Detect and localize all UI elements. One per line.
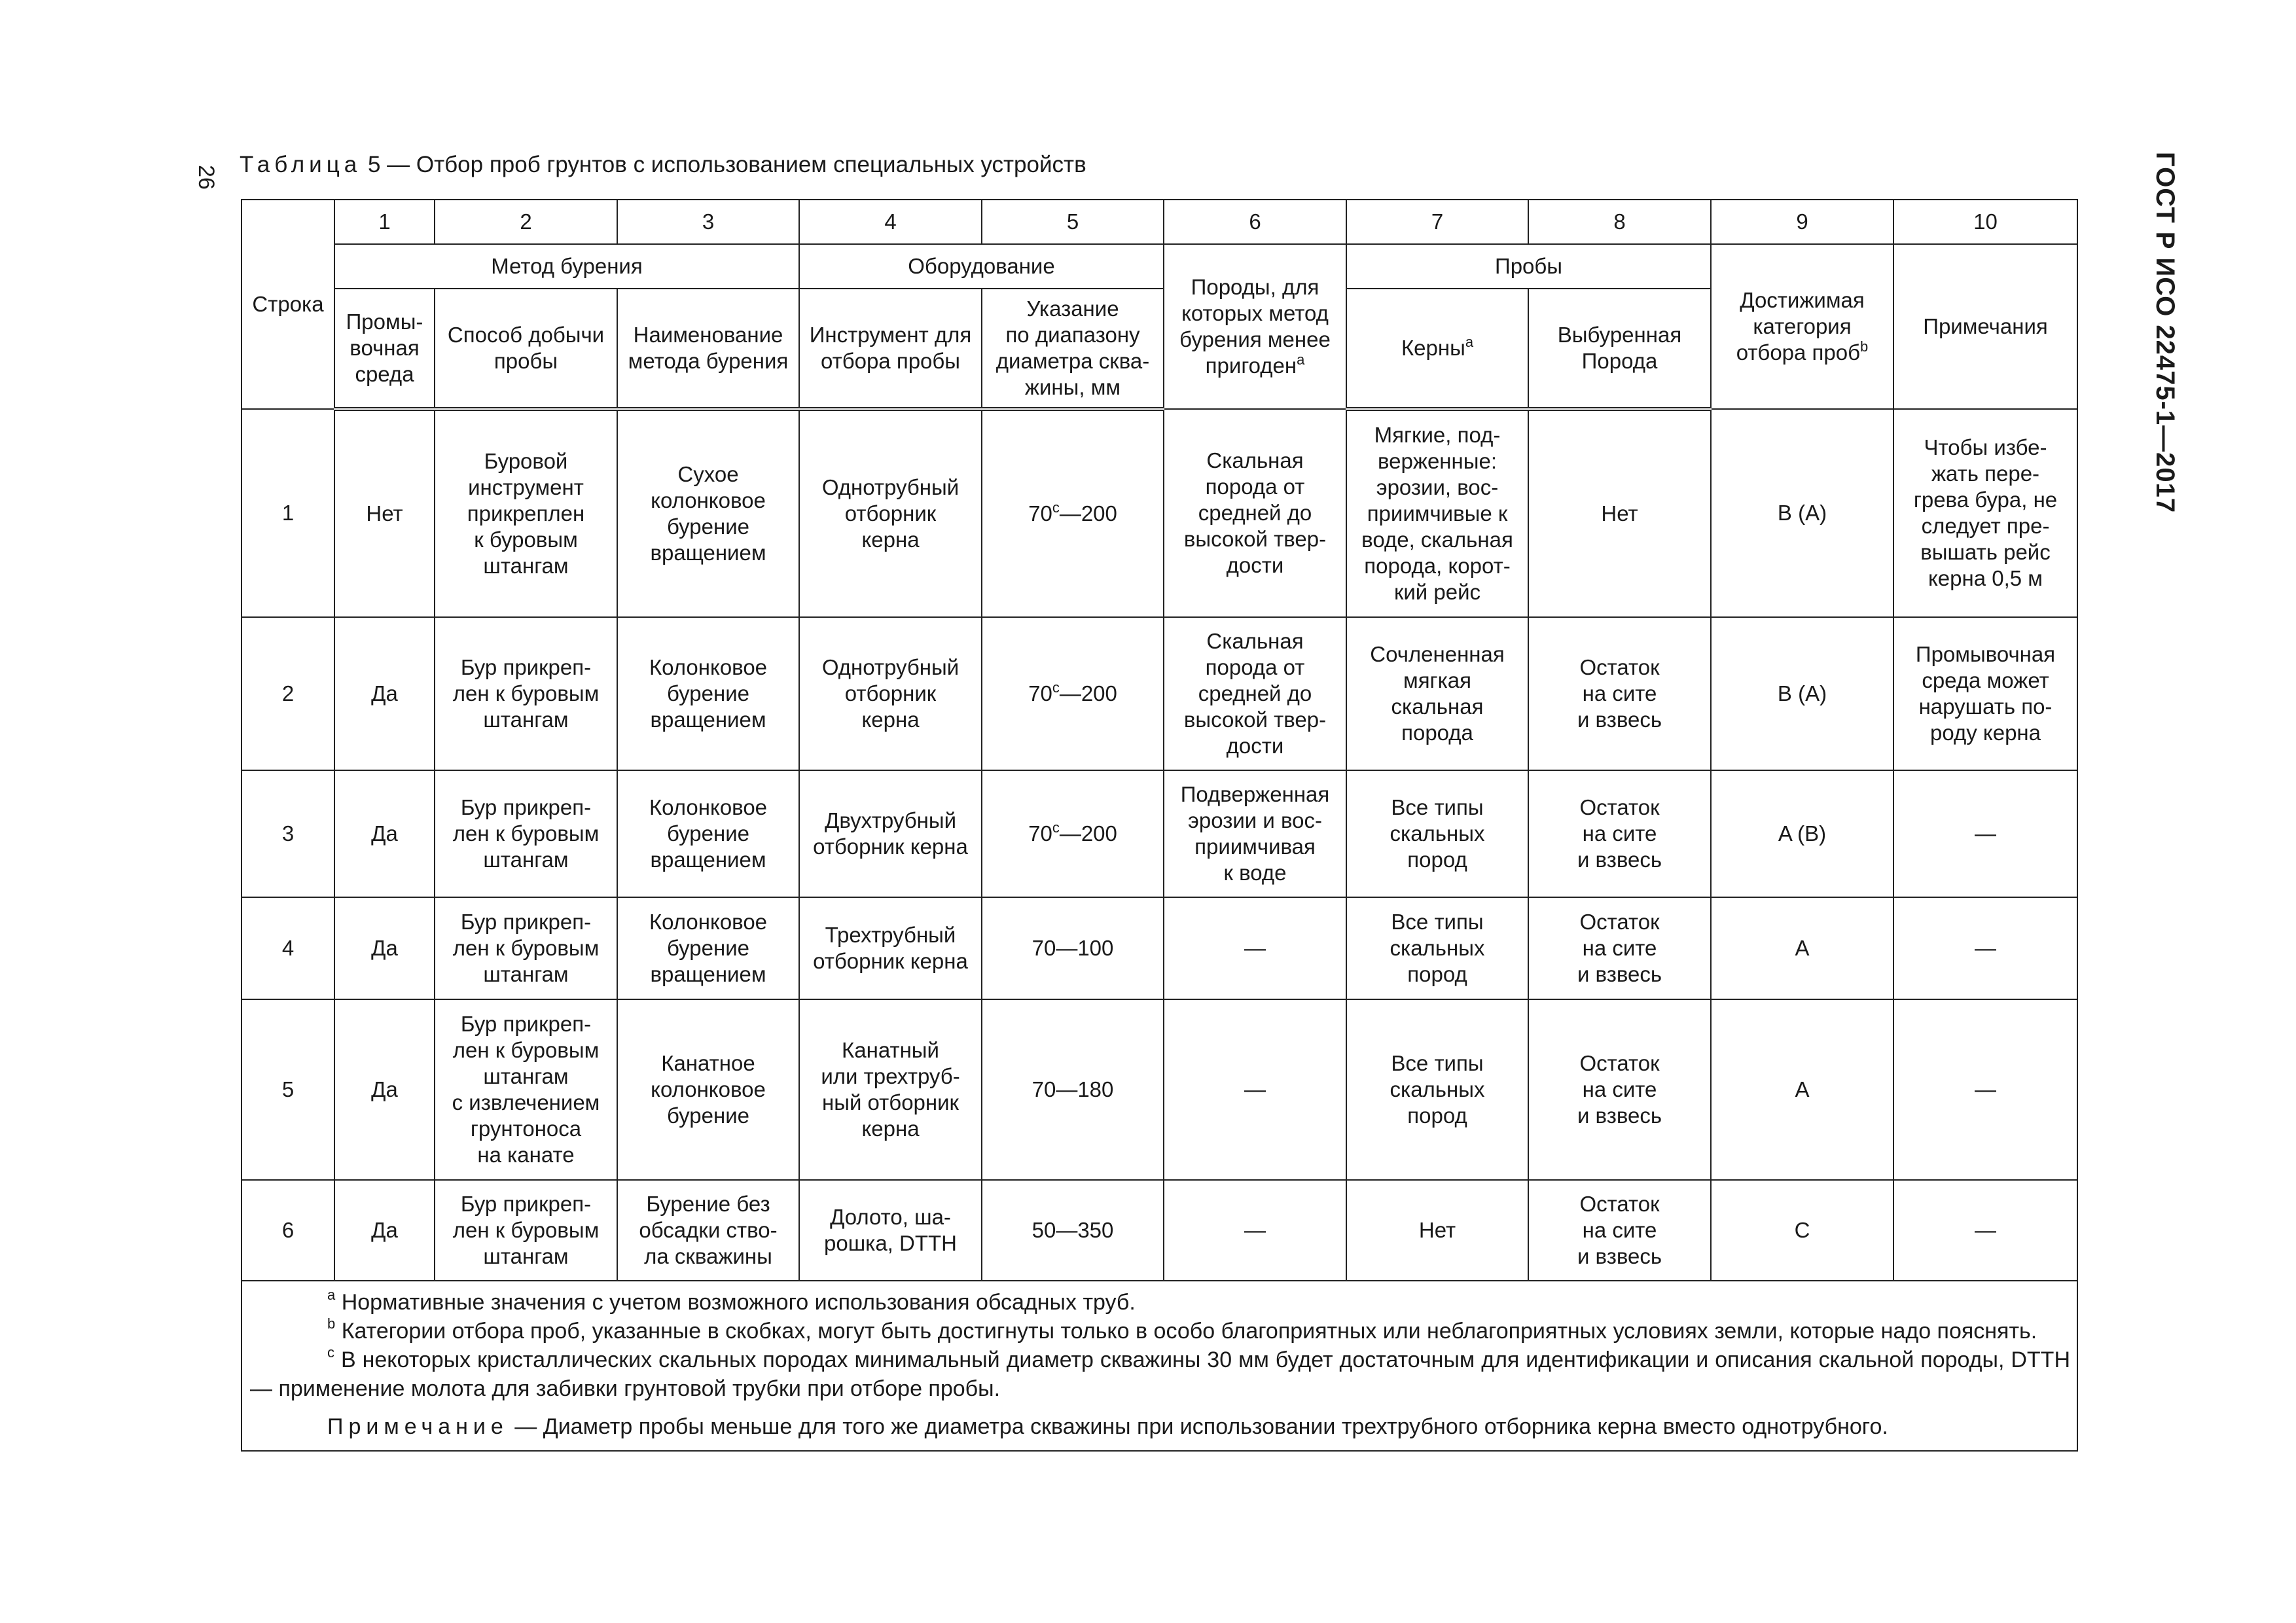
page-number: 26 [194, 165, 219, 190]
cell-sampling-way: Бур прикреп- лен к буровым штангам [435, 1180, 617, 1281]
cell-notes: — [1893, 1180, 2077, 1281]
cell-diameter-range: 70—100 [982, 897, 1164, 999]
cell-cores: Все типы скальных пород [1346, 999, 1528, 1180]
cell-row-number: 3 [242, 770, 334, 897]
column-number: 2 [435, 200, 617, 244]
header-sampling-way: Способ добычи пробы [435, 289, 617, 409]
header-flush-medium: Промы- вочная среда [334, 289, 435, 409]
header-sample-category: Достижимая категория отбора проб$^b$ [1711, 244, 1893, 409]
caption-label: Таблица [240, 152, 362, 177]
sampling-table [241, 199, 2078, 1452]
cell-diameter-range: 70—180 [982, 999, 1164, 1180]
table-note [250, 1412, 2070, 1441]
cell-sampling-tool: Однотрубный отборник керна [799, 409, 982, 617]
table-row [242, 770, 2077, 897]
cell-sampling-way: Бур прикреп- лен к буровым штангам [435, 770, 617, 897]
group-equipment: Оборудование [799, 244, 1164, 289]
cell-cores: Нет [1346, 1180, 1528, 1281]
row-label-header: Строка [242, 200, 334, 409]
cell-sample-category: B (A) [1711, 617, 1893, 770]
column-number-row [242, 200, 2077, 244]
cell-sampling-tool: Трехтрубный отборник керна [799, 897, 982, 999]
cell-unsuitable-rocks: Скальная порода от средней до высокой твер- дости [1164, 409, 1346, 617]
cell-row-number: 4 [242, 897, 334, 999]
cell-unsuitable-rocks: — [1164, 897, 1346, 999]
cell-diameter-range: 70$^c$—200 [982, 409, 1164, 617]
table-row [242, 617, 2077, 770]
cell-sampling-tool: Однотрубный отборник керна [799, 617, 982, 770]
footnotes-cell [242, 1281, 2077, 1451]
note-label: Примечание [327, 1414, 509, 1439]
cell-cuttings: Остаток на сите и взвесь [1528, 617, 1711, 770]
column-number: 5 [982, 200, 1164, 244]
footnote-a: $^a$ Нормативные значения с учетом возможного использования обсадных труб. [327, 1287, 1136, 1315]
cell-sampling-way: Буровой инструмент прикреплен к буровым штангам [435, 409, 617, 617]
cell-row-number: 2 [242, 617, 334, 770]
cell-method-name: Колонковое бурение вращением [617, 897, 799, 999]
cell-diameter-range: 50—350 [982, 1180, 1164, 1281]
cell-flush-medium: Да [334, 897, 435, 999]
cell-unsuitable-rocks: Подверженная эрозии и вос- приимчивая к воде [1164, 770, 1346, 897]
footnote-c: $^c$ В некоторых кристаллических скальных породах минимальный диаметр скважины 30 мм будет достаточным для идентификации и описания скальной породы, DTTH — применение молота для забивки грунтовой трубки при отборе пробы. [250, 1344, 2071, 1401]
cell-cores: Все типы скальных пород [1346, 770, 1528, 897]
table-row [242, 1180, 2077, 1281]
cell-flush-medium: Да [334, 770, 435, 897]
group-drilling-method: Метод бурения [334, 244, 799, 289]
cell-sample-category: C [1711, 1180, 1893, 1281]
table-row [242, 999, 2077, 1180]
cell-cores: Сочлененная мягкая скальная порода [1346, 617, 1528, 770]
cell-row-number: 5 [242, 999, 334, 1180]
cell-cuttings: Нет [1528, 409, 1711, 617]
cell-sampling-way: Бур прикреп- лен к буровым штангам [435, 897, 617, 999]
table-row [242, 409, 2077, 617]
column-number: 9 [1711, 200, 1893, 244]
cell-flush-medium: Да [334, 617, 435, 770]
cell-diameter-range: 70$^c$—200 [982, 770, 1164, 897]
cell-method-name: Бурение без обсадки ство- ла скважины [617, 1180, 799, 1281]
group-header-row [242, 244, 2077, 289]
cell-notes: Чтобы избе- жать пере- грева бура, не следует пре- вышать рейс керна 0,5 м [1893, 409, 2077, 617]
footnote-row [242, 1281, 2077, 1451]
cell-unsuitable-rocks: — [1164, 999, 1346, 1180]
cell-row-number: 1 [242, 409, 334, 617]
cell-sample-category: A (B) [1711, 770, 1893, 897]
column-number: 7 [1346, 200, 1528, 244]
column-number: 1 [334, 200, 435, 244]
cell-flush-medium: Да [334, 999, 435, 1180]
cell-sampling-tool: Двухтрубный отборник керна [799, 770, 982, 897]
cell-row-number: 6 [242, 1180, 334, 1281]
group-samples: Пробы [1346, 244, 1711, 289]
cell-sample-category: A [1711, 999, 1893, 1180]
table-row [242, 897, 2077, 999]
cell-notes: — [1893, 897, 2077, 999]
cell-notes: Промывочная среда может нарушать по- роду керна [1893, 617, 2077, 770]
cell-notes: — [1893, 999, 2077, 1180]
column-number: 3 [617, 200, 799, 244]
caption-text: 5 — Отбор проб грунтов с использованием специальных устройств [367, 152, 1086, 177]
footnote-b: $^b$ Категории отбора проб, указанные в скобках, могут быть достигнуты только в особо благоприятных или неблагоприятных условиях земли, которые надо пояснять. [327, 1315, 2037, 1344]
cell-cores: Все типы скальных пород [1346, 897, 1528, 999]
column-number: 6 [1164, 200, 1346, 244]
header-notes: Примечания [1893, 244, 2077, 409]
cell-sample-category: A [1711, 897, 1893, 999]
cell-method-name: Сухое колонковое бурение вращением [617, 409, 799, 617]
cell-unsuitable-rocks: — [1164, 1180, 1346, 1281]
column-number: 4 [799, 200, 982, 244]
cell-notes: — [1893, 770, 2077, 897]
document-code: ГОСТ Р ИСО 22475-1—2017 [2151, 152, 2179, 514]
cell-flush-medium: Да [334, 1180, 435, 1281]
column-number: 8 [1528, 200, 1711, 244]
header-sampling-tool: Инструмент для отбора пробы [799, 289, 982, 409]
header-diameter-range: Указание по диапазону диаметра сква- жины, мм [982, 289, 1164, 409]
cell-method-name: Колонковое бурение вращением [617, 770, 799, 897]
header-cores: Керны$^a$ [1346, 289, 1528, 409]
cell-cuttings: Остаток на сите и взвесь [1528, 999, 1711, 1180]
cell-unsuitable-rocks: Скальная порода от средней до высокой твер- дости [1164, 617, 1346, 770]
note-text: — Диаметр пробы меньше для того же диаметра скважины при использовании трехтрубного отборника керна вместо однотрубного. [508, 1414, 1888, 1439]
cell-cuttings: Остаток на сите и взвесь [1528, 770, 1711, 897]
cell-sampling-tool: Долото, ша- рошка, DTTH [799, 1180, 982, 1281]
cell-sampling-tool: Канатный или трехтруб- ный отборник керна [799, 999, 982, 1180]
cell-cuttings: Остаток на сите и взвесь [1528, 897, 1711, 999]
header-method-name: Наименование метода бурения [617, 289, 799, 409]
cell-method-name: Колонковое бурение вращением [617, 617, 799, 770]
cell-sampling-way: Бур прикреп- лен к буровым штангам [435, 617, 617, 770]
cell-cuttings: Остаток на сите и взвесь [1528, 1180, 1711, 1281]
header-unsuitable-rocks: Породы, для которых метод бурения менее пригоден$^a$ [1164, 244, 1346, 409]
column-number: 10 [1893, 200, 2077, 244]
cell-sampling-way: Бур прикреп- лен к буровым штангам с извлечением грунтоноса на канате [435, 999, 617, 1180]
cell-sample-category: B (A) [1711, 409, 1893, 617]
header-cuttings: Выбуренная Порода [1528, 289, 1711, 409]
table-caption [240, 152, 1086, 178]
cell-method-name: Канатное колонковое бурение [617, 999, 799, 1180]
cell-diameter-range: 70$^c$—200 [982, 617, 1164, 770]
cell-flush-medium: Нет [334, 409, 435, 617]
cell-cores: Мягкие, под- верженные: эрозии, вос- приимчивые к воде, скальная порода, корот- кий рейс [1346, 409, 1528, 617]
